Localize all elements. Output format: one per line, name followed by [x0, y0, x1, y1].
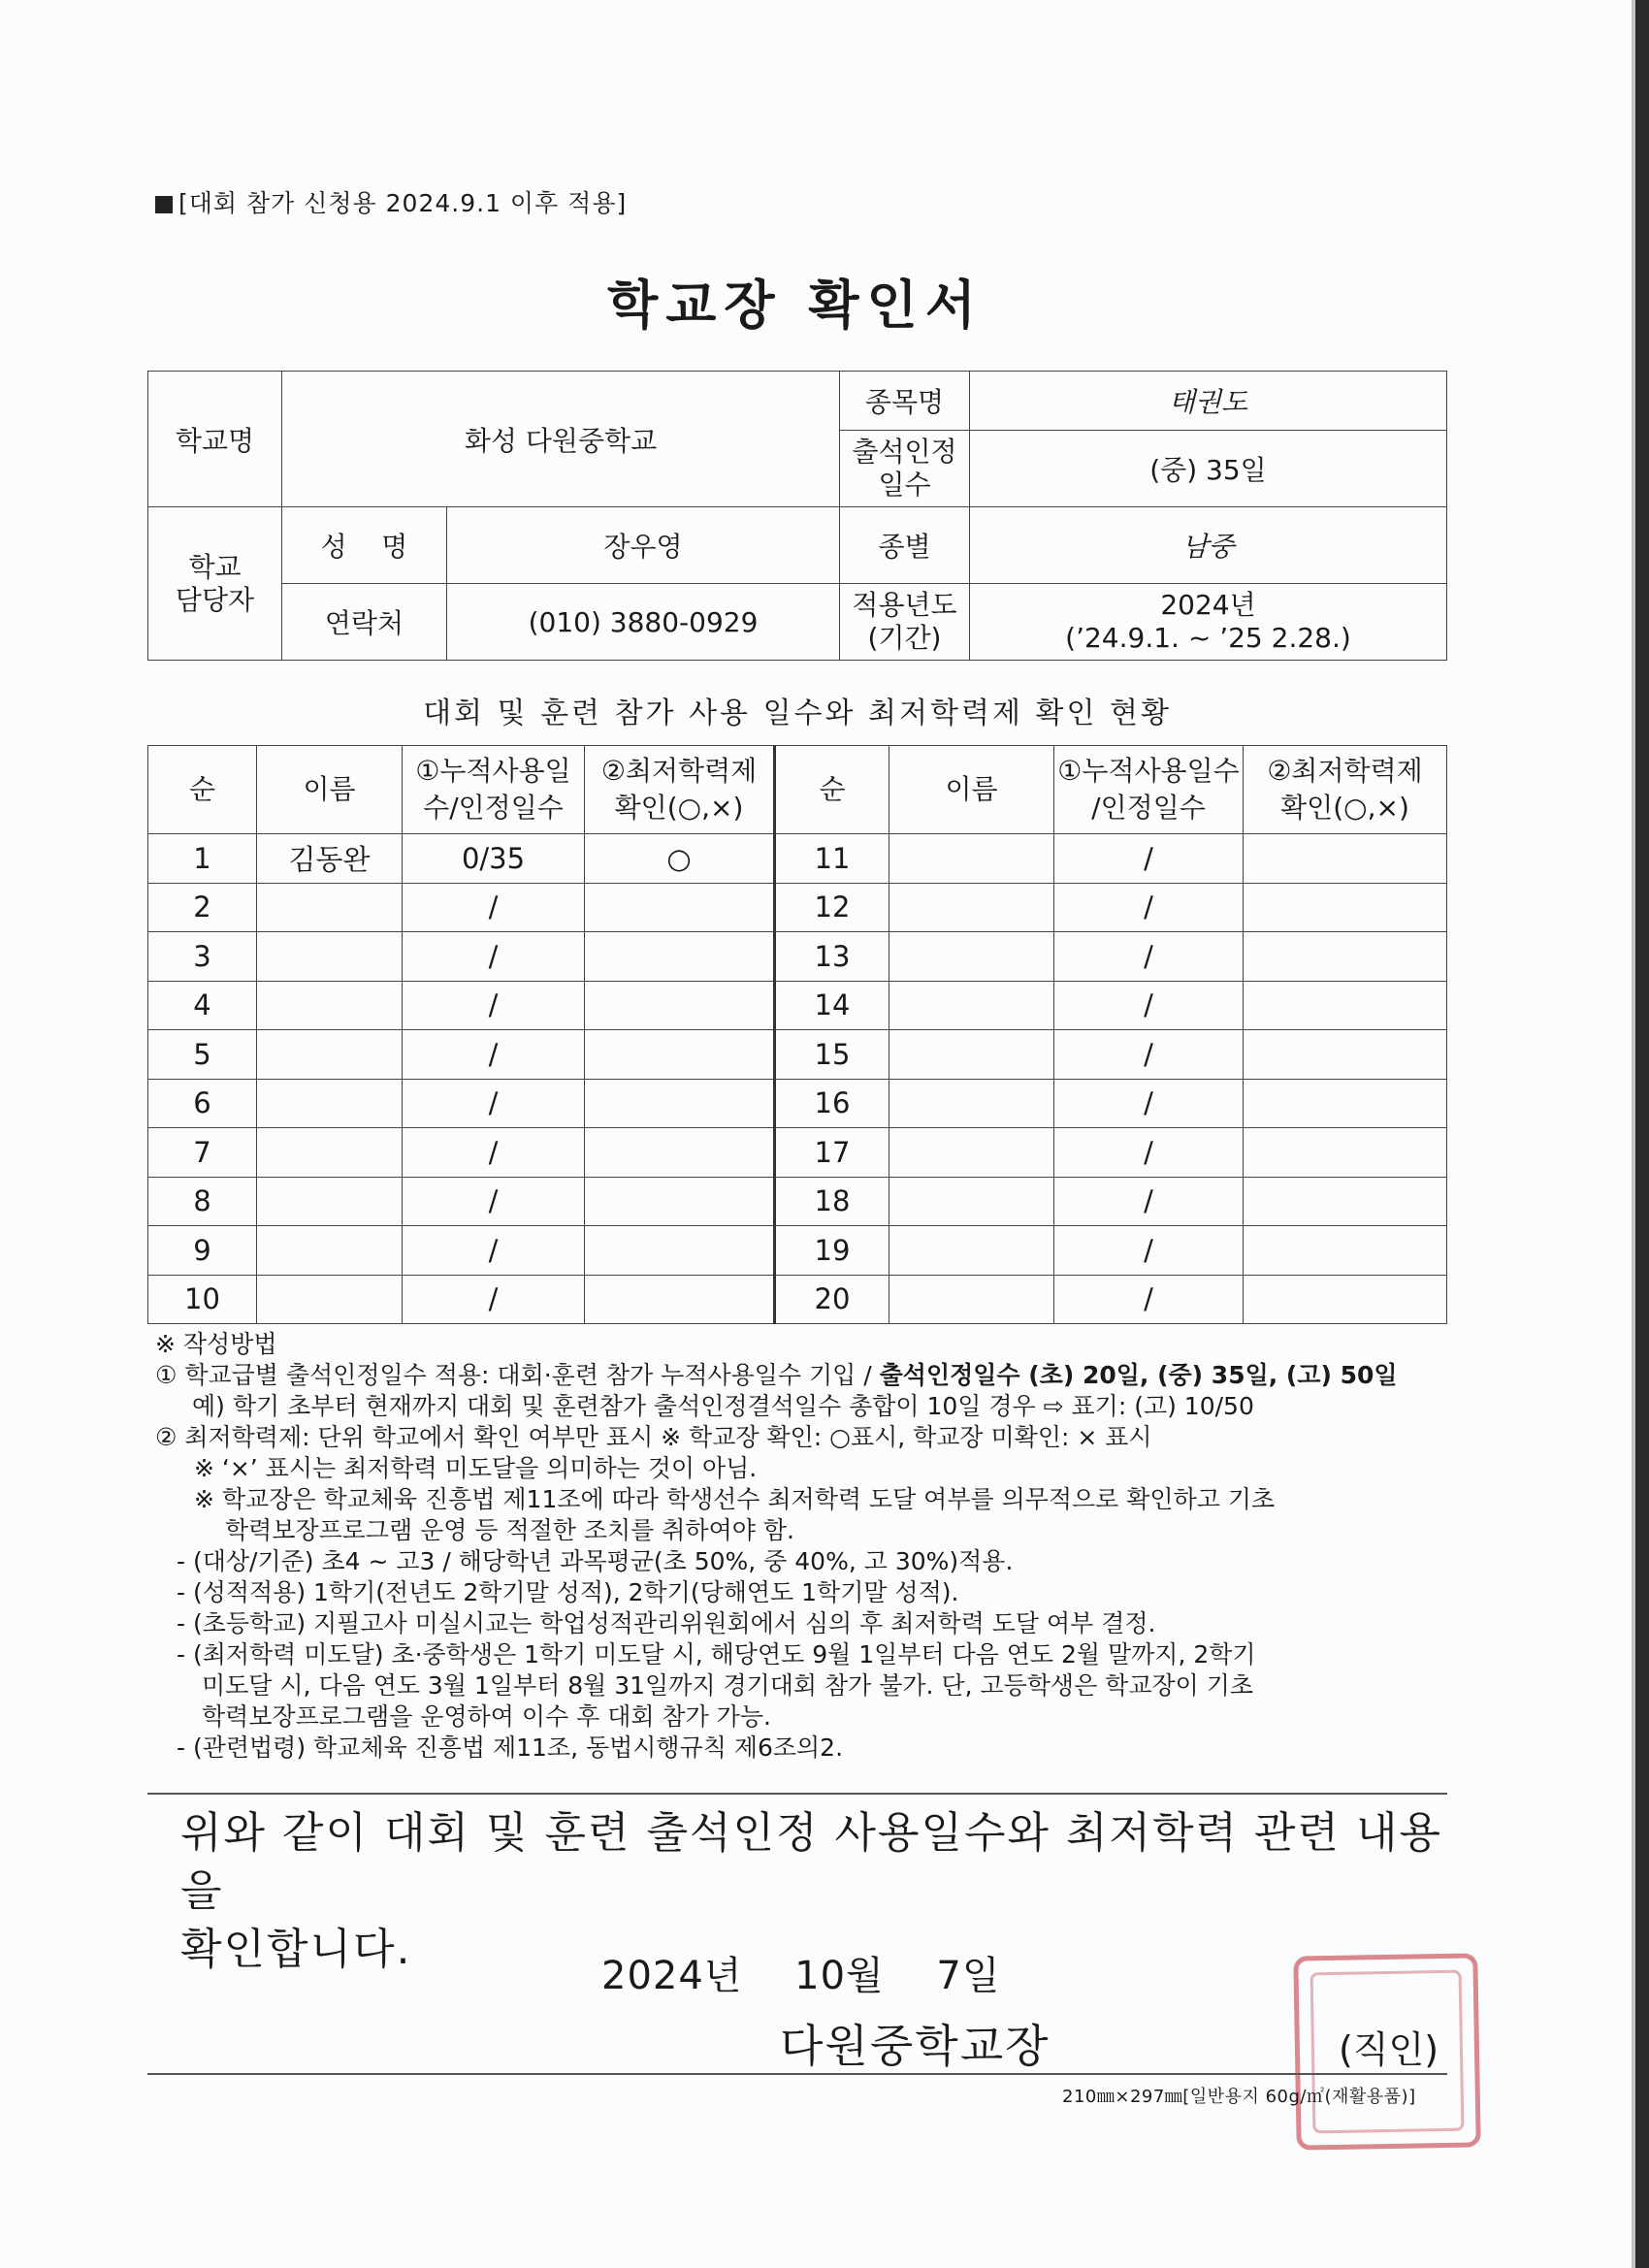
contact-label: 연락처 — [282, 584, 447, 661]
instruction-detail-4c: 학력보장프로그램을 운영하여 이수 후 대회 참가 가능. — [202, 1702, 771, 1731]
instruction-item-1 — [155, 1360, 1455, 1391]
table-row — [148, 1177, 1447, 1226]
header-check-left — [585, 746, 775, 834]
cell-right-check — [1244, 1177, 1447, 1226]
cell-right-no: 20 — [775, 1275, 889, 1324]
square-bullet-icon — [155, 196, 173, 213]
cell-right-name — [889, 1226, 1054, 1276]
cell-right-days: / — [1054, 834, 1244, 884]
instruction-detail-3: - (초등학교) 지필고사 미실시교는 학업성적관리위원회에서 심의 후 최저학력 도달 여부 결정. — [177, 1609, 1156, 1637]
cell-left-check — [585, 1079, 775, 1128]
header-name-right: 이름 — [889, 746, 1054, 834]
header-check-right-1: ②최저학력제 — [1267, 755, 1423, 787]
confirmation-line-1: 위와 같이 대회 및 훈련 출석인정 사용일수와 최저학력 관련 내용을 — [180, 1808, 1442, 1916]
header-days-right-2: /인정일수 — [1091, 792, 1206, 824]
instructions-heading: ※ 작성방법 — [155, 1330, 277, 1358]
year-label-2: (기간) — [867, 622, 942, 654]
table-row — [148, 883, 1447, 932]
info-table — [147, 371, 1447, 661]
instruction-detail-5: - (관련법령) 학교체육 진흥법 제11조, 동법시행규칙 제6조의2. — [177, 1733, 844, 1762]
cell-right-name — [889, 932, 1054, 982]
instruction-note-2b: 학력보장프로그램 운영 등 적절한 조치를 취하여야 함. — [225, 1516, 794, 1544]
cell-left-name — [257, 1226, 403, 1276]
cell-right-days: / — [1054, 981, 1244, 1030]
header-check-right — [1244, 746, 1447, 834]
table-header-row — [148, 746, 1447, 834]
cell-left-name: 김동완 — [257, 834, 403, 884]
instruction-note-1: ※ ‘×’ 표시는 최저학력 미도달을 의미하는 것이 아님. — [194, 1454, 758, 1482]
cell-right-days: / — [1054, 1079, 1244, 1128]
instruction-detail-2: - (성적적용) 1학기(전년도 2학기말 성적), 2학기(당해연도 1학기말 성적). — [177, 1578, 959, 1606]
category-label: 종별 — [840, 507, 970, 584]
confirmation-line-2: 확인합니다. — [180, 1925, 412, 1974]
cell-right-no: 18 — [775, 1177, 889, 1226]
attend-label-2: 일수 — [878, 469, 931, 501]
header-name-left: 이름 — [257, 746, 403, 834]
cell-left-no: 2 — [148, 883, 257, 932]
cell-left-no: 5 — [148, 1030, 257, 1080]
instruction-detail-1: - (대상/기준) 초4 ~ 고3 / 해당학년 과목평균(초 50%, 중 40%, 고 30%)적용. — [177, 1547, 1014, 1575]
year-value-1: 2024년 — [1160, 589, 1256, 621]
cell-left-days: / — [403, 1079, 585, 1128]
cell-left-days: / — [403, 1177, 585, 1226]
instructions — [155, 1329, 1455, 1764]
cell-left-name — [257, 1030, 403, 1080]
name-value: 장우영 — [447, 507, 840, 584]
cell-right-no: 12 — [775, 883, 889, 932]
cell-left-name — [257, 883, 403, 932]
contact-value: (010) 3880-0929 — [447, 584, 840, 661]
header-no-left: 순 — [148, 746, 257, 834]
header-check-left-1: ②최저학력제 — [600, 755, 758, 787]
table-row — [148, 834, 1447, 884]
cell-right-check — [1244, 883, 1447, 932]
staff-label-2: 담당자 — [175, 583, 255, 616]
cell-right-check — [1244, 1226, 1447, 1276]
cell-left-no: 7 — [148, 1128, 257, 1178]
page-title: 학교장 확인서 — [607, 275, 984, 336]
cell-right-name — [889, 883, 1054, 932]
cell-left-check — [585, 1275, 775, 1324]
cell-left-check: ○ — [585, 834, 775, 884]
cell-right-days: / — [1054, 932, 1244, 982]
cell-right-check — [1244, 1030, 1447, 1080]
cell-left-check — [585, 1226, 775, 1276]
cell-right-check — [1244, 981, 1447, 1030]
cell-left-check — [585, 932, 775, 982]
scan-edge — [1635, 0, 1649, 2268]
scan-edge-shadow — [1632, 0, 1635, 2268]
cell-right-days: / — [1054, 883, 1244, 932]
year-value — [970, 584, 1447, 661]
instruction-1-text: ① 학교급별 출석인정일수 적용: 대회·훈련 참가 누적사용일수 기입 / — [155, 1361, 880, 1389]
date-month: 10월 — [794, 1954, 885, 1998]
cell-right-no: 16 — [775, 1079, 889, 1128]
attend-label-1: 출석인정 — [852, 436, 957, 468]
cell-right-no: 13 — [775, 932, 889, 982]
staff-label — [148, 507, 282, 661]
cell-right-days: / — [1054, 1275, 1244, 1324]
cell-right-name — [889, 1275, 1054, 1324]
staff-label-1: 학교 — [188, 550, 242, 583]
cell-left-days: / — [403, 1275, 585, 1324]
header-check-right-2: 확인(○,×) — [1280, 792, 1409, 824]
cell-right-no: 15 — [775, 1030, 889, 1080]
cell-left-check — [585, 981, 775, 1030]
attend-label — [840, 431, 970, 507]
notice-text: [대회 참가 신청용 2024.9.1 이후 적용] — [178, 189, 628, 217]
cell-right-days: / — [1054, 1030, 1244, 1080]
cell-right-check — [1244, 1128, 1447, 1178]
instruction-item-2: ② 최저학력제: 단위 학교에서 확인 여부만 표시 ※ 학교장 확인: ○표시, 학교장 미확인: × 표시 — [155, 1423, 1152, 1451]
header-days-right — [1054, 746, 1244, 834]
cell-left-name — [257, 1079, 403, 1128]
cell-left-days: / — [403, 1030, 585, 1080]
cell-right-check — [1244, 932, 1447, 982]
table-row — [148, 1275, 1447, 1324]
signature-date — [601, 1945, 1040, 2000]
instruction-detail-4b: 미도달 시, 다음 연도 3월 1일부터 8월 31일까지 경기대회 참가 불가. 단, 고등학생은 학교장이 기초 — [202, 1671, 1254, 1700]
cell-right-name — [889, 981, 1054, 1030]
participation-table — [147, 745, 1447, 1324]
year-value-2: (’24.9.1. ~ ’25 2.28.) — [1065, 622, 1351, 654]
cell-right-no: 17 — [775, 1128, 889, 1178]
cell-left-check — [585, 1177, 775, 1226]
sport-value: 태권도 — [970, 372, 1447, 431]
seal-label: (직인) — [1339, 2028, 1439, 2071]
year-label-1: 적용년도 — [852, 589, 957, 621]
cell-left-no: 8 — [148, 1177, 257, 1226]
cell-right-name — [889, 834, 1054, 884]
cell-left-check — [585, 1030, 775, 1080]
header-days-left-1: ①누적사용일 — [415, 755, 571, 787]
header-days-left — [403, 746, 585, 834]
cell-left-no: 4 — [148, 981, 257, 1030]
cell-right-name — [889, 1079, 1054, 1128]
table-row — [148, 1079, 1447, 1128]
school-value: 화성 다원중학교 — [282, 372, 840, 507]
table-row — [148, 1128, 1447, 1178]
cell-left-name — [257, 1177, 403, 1226]
cell-left-name — [257, 1275, 403, 1324]
table-row — [148, 932, 1447, 982]
cell-right-check — [1244, 1079, 1447, 1128]
header-check-left-2: 확인(○,×) — [614, 792, 744, 824]
sport-label: 종목명 — [840, 372, 970, 431]
table-row — [148, 1226, 1447, 1276]
cell-left-days: / — [403, 932, 585, 982]
cell-left-no: 6 — [148, 1079, 257, 1128]
cell-left-name — [257, 1128, 403, 1178]
divider-top — [147, 1793, 1447, 1795]
cell-right-days: / — [1054, 1226, 1244, 1276]
table-row — [148, 1030, 1447, 1080]
cell-right-days: / — [1054, 1128, 1244, 1178]
header-days-right-1: ①누적사용일수 — [1057, 755, 1240, 787]
school-label: 학교명 — [148, 372, 282, 507]
cell-left-days: / — [403, 981, 585, 1030]
date-year: 2024년 — [601, 1954, 743, 1998]
table-row — [148, 981, 1447, 1030]
header-days-left-2: 수/인정일수 — [423, 792, 564, 824]
cell-right-name — [889, 1128, 1054, 1178]
cell-right-no: 11 — [775, 834, 889, 884]
attend-value: (중) 35일 — [970, 431, 1447, 507]
instruction-1-bold: 출석인정일수 (초) 20일, (중) 35일, (고) 50일 — [879, 1361, 1398, 1389]
divider-bottom — [147, 2073, 1447, 2075]
instruction-detail-4a: - (최저학력 미도달) 초·중학생은 1학기 미도달 시, 해당연도 9월 1일부터 다음 연도 2월 말까지, 2학기 — [177, 1640, 1256, 1669]
cell-right-name — [889, 1030, 1054, 1080]
cell-left-no: 3 — [148, 932, 257, 982]
instruction-example: 예) 학기 초부터 현재까지 대회 및 훈련참가 출석인정결석일수 총합이 10일 경우 ⇨ 표기: (고) 10/50 — [192, 1392, 1254, 1420]
cell-left-no: 1 — [148, 834, 257, 884]
principal-title: 다원중학교장 — [780, 2020, 1051, 2072]
date-day: 7일 — [936, 1954, 1001, 1998]
cell-left-no: 10 — [148, 1275, 257, 1324]
name-label: 성 명 — [282, 507, 447, 584]
cell-left-no: 9 — [148, 1226, 257, 1276]
cell-left-check — [585, 1128, 775, 1178]
section-subtitle: 대회 및 훈련 참가 사용 일수와 최저학력제 확인 현황 — [423, 697, 1172, 730]
cell-left-days: 0/35 — [403, 834, 585, 884]
cell-left-name — [257, 981, 403, 1030]
cell-right-no: 14 — [775, 981, 889, 1030]
instruction-note-2a: ※ 학교장은 학교체육 진흥법 제11조에 따라 학생선수 최저학력 도달 여부를 의무적으로 확인하고 기초 — [194, 1485, 1276, 1513]
cell-right-check — [1244, 1275, 1447, 1324]
cell-left-days: / — [403, 1226, 585, 1276]
cell-left-name — [257, 932, 403, 982]
cell-left-days: / — [403, 883, 585, 932]
cell-left-days: / — [403, 1128, 585, 1178]
cell-right-name — [889, 1177, 1054, 1226]
header-no-right: 순 — [775, 746, 889, 834]
category-value: 남중 — [970, 507, 1447, 584]
cell-right-no: 19 — [775, 1226, 889, 1276]
cell-left-check — [585, 883, 775, 932]
cell-right-days: / — [1054, 1177, 1244, 1226]
paper-spec: 210㎜×297㎜[일반용지 60g/㎡(재활용품)] — [1062, 2087, 1416, 2107]
cell-right-check — [1244, 834, 1447, 884]
year-label — [840, 584, 970, 661]
notice-line — [155, 184, 627, 219]
